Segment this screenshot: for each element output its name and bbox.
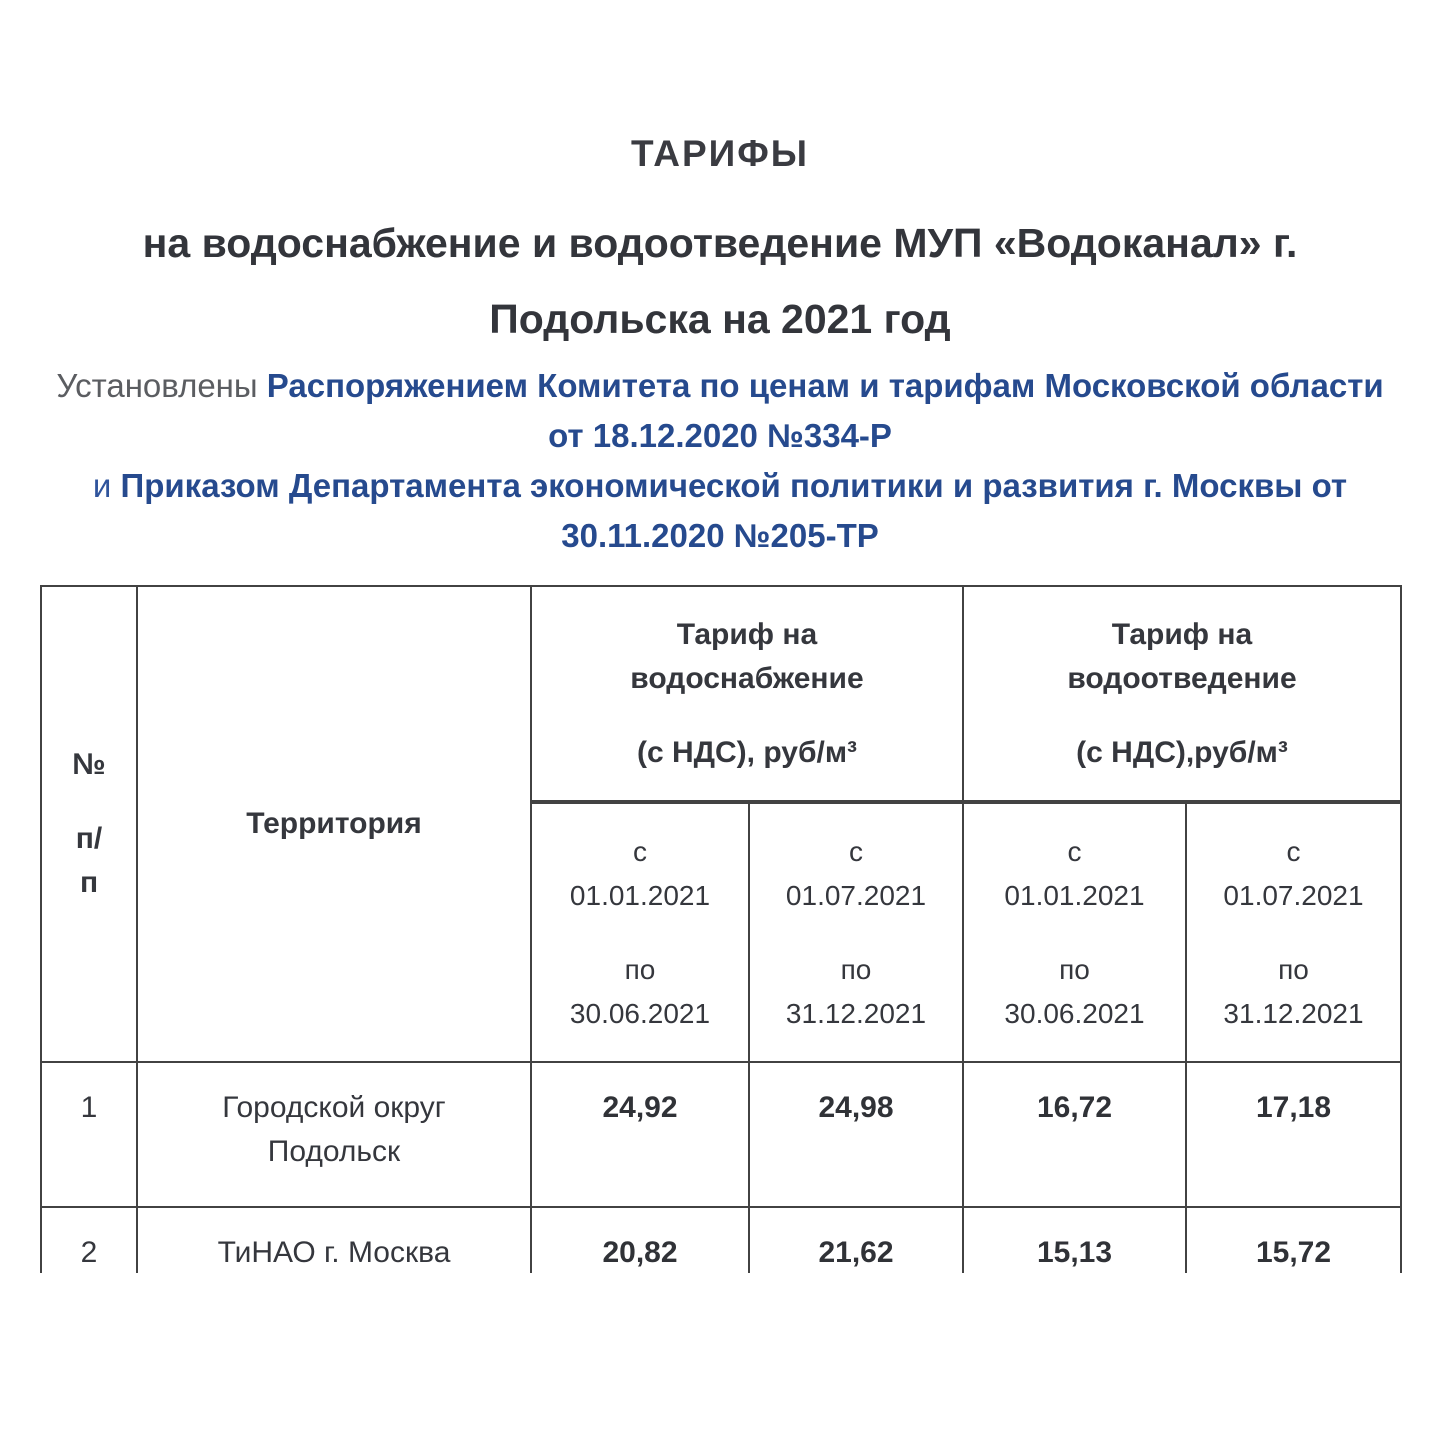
table-row-podolsk bbox=[41, 1062, 1401, 1207]
territory-cell bbox=[137, 1207, 531, 1273]
page-subtitle bbox=[0, 205, 1440, 357]
period-to-date: 31.12.2021 bbox=[785, 997, 927, 1029]
period-from-label: с bbox=[1286, 835, 1301, 867]
group-header-water-supply bbox=[531, 586, 963, 802]
table-row-tinao bbox=[41, 1207, 1401, 1273]
col-header-num bbox=[41, 586, 137, 1062]
tariff-value: 17,18 bbox=[1186, 1062, 1401, 1207]
intro-line-4 bbox=[0, 511, 1440, 561]
sewerage-title: Тариф на водоотведение bbox=[1067, 617, 1297, 695]
tariff-value: 21,62 bbox=[749, 1207, 963, 1273]
period-from-label: с bbox=[849, 835, 863, 867]
intro-line-1 bbox=[0, 361, 1440, 411]
period-from-date: 01.07.2021 bbox=[1223, 879, 1364, 911]
territory-header-label: Территория bbox=[246, 807, 422, 840]
water-supply-title: Тариф на водоснабжение bbox=[630, 617, 864, 695]
tariff-value: 15,72 bbox=[1186, 1207, 1401, 1273]
period-to-date: 31.12.2021 bbox=[1223, 997, 1364, 1029]
tariff-value: 24,98 bbox=[749, 1062, 963, 1207]
period-header-sw-h1 bbox=[963, 802, 1186, 1062]
tariff-value: 16,72 bbox=[963, 1062, 1186, 1207]
period-from-date: 01.01.2021 bbox=[1004, 879, 1145, 911]
intro-paragraph bbox=[0, 361, 1440, 561]
tariff-value: 20,82 bbox=[531, 1207, 749, 1273]
period-to-date: 30.06.2021 bbox=[569, 997, 711, 1029]
order-date-number: 30.11.2020 №205-ТР bbox=[561, 517, 879, 554]
intro-line-2 bbox=[0, 411, 1440, 461]
tariff-value: 15,13 bbox=[963, 1207, 1186, 1273]
table-container bbox=[40, 585, 1402, 1273]
period-to-label: по bbox=[1059, 953, 1090, 985]
period-from-label: с bbox=[1067, 835, 1082, 867]
period-from-date: 01.07.2021 bbox=[785, 879, 927, 911]
period-to-label: по bbox=[840, 953, 872, 985]
period-header-ws-h1 bbox=[531, 802, 749, 1062]
intro-conjunction: и bbox=[92, 467, 121, 504]
num-header-line2: п/ bbox=[75, 822, 103, 855]
row-number: 2 bbox=[41, 1207, 137, 1273]
decree-reference: Распоряжением Комитета по ценам и тарифам Московской области bbox=[266, 367, 1384, 404]
territory-name: Городской округ Подольск bbox=[222, 1091, 446, 1168]
territory-name: ТиНАО г. Москва bbox=[217, 1236, 451, 1269]
sewerage-unit: (с НДС),руб/м³ bbox=[1076, 735, 1288, 769]
intro-line-3 bbox=[0, 461, 1440, 511]
order-reference: Приказом Департамента экономической политики и развития г. Москвы от bbox=[120, 467, 1348, 504]
period-from-label: с bbox=[633, 835, 647, 867]
row-number: 1 bbox=[41, 1062, 137, 1207]
subtitle-line-1: на водоснабжение и водоотведение МУП «Водоканал» г. bbox=[142, 220, 1298, 266]
tariff-value: 24,92 bbox=[531, 1062, 749, 1207]
water-supply-unit: (с НДС), руб/м³ bbox=[636, 735, 858, 769]
subtitle-line-2: Подольска на 2021 год bbox=[489, 296, 951, 342]
period-to-date: 30.06.2021 bbox=[1004, 997, 1145, 1029]
period-header-sw-h2 bbox=[1186, 802, 1401, 1062]
tariff-table bbox=[40, 585, 1402, 1273]
period-from-date: 01.01.2021 bbox=[569, 879, 711, 911]
col-header-territory bbox=[137, 586, 531, 1062]
period-to-label: по bbox=[624, 953, 656, 985]
page-title: ТАРИФЫ bbox=[630, 133, 810, 174]
period-header-ws-h2 bbox=[749, 802, 963, 1062]
num-header-line1: № bbox=[72, 748, 106, 781]
territory-cell bbox=[137, 1062, 531, 1207]
group-header-sewerage bbox=[963, 586, 1401, 802]
num-header-line3: п bbox=[79, 866, 99, 899]
period-to-label: по bbox=[1278, 953, 1309, 985]
intro-prefix: Установлены bbox=[56, 367, 267, 404]
decree-date-number: от 18.12.2020 №334-Р bbox=[548, 417, 892, 454]
